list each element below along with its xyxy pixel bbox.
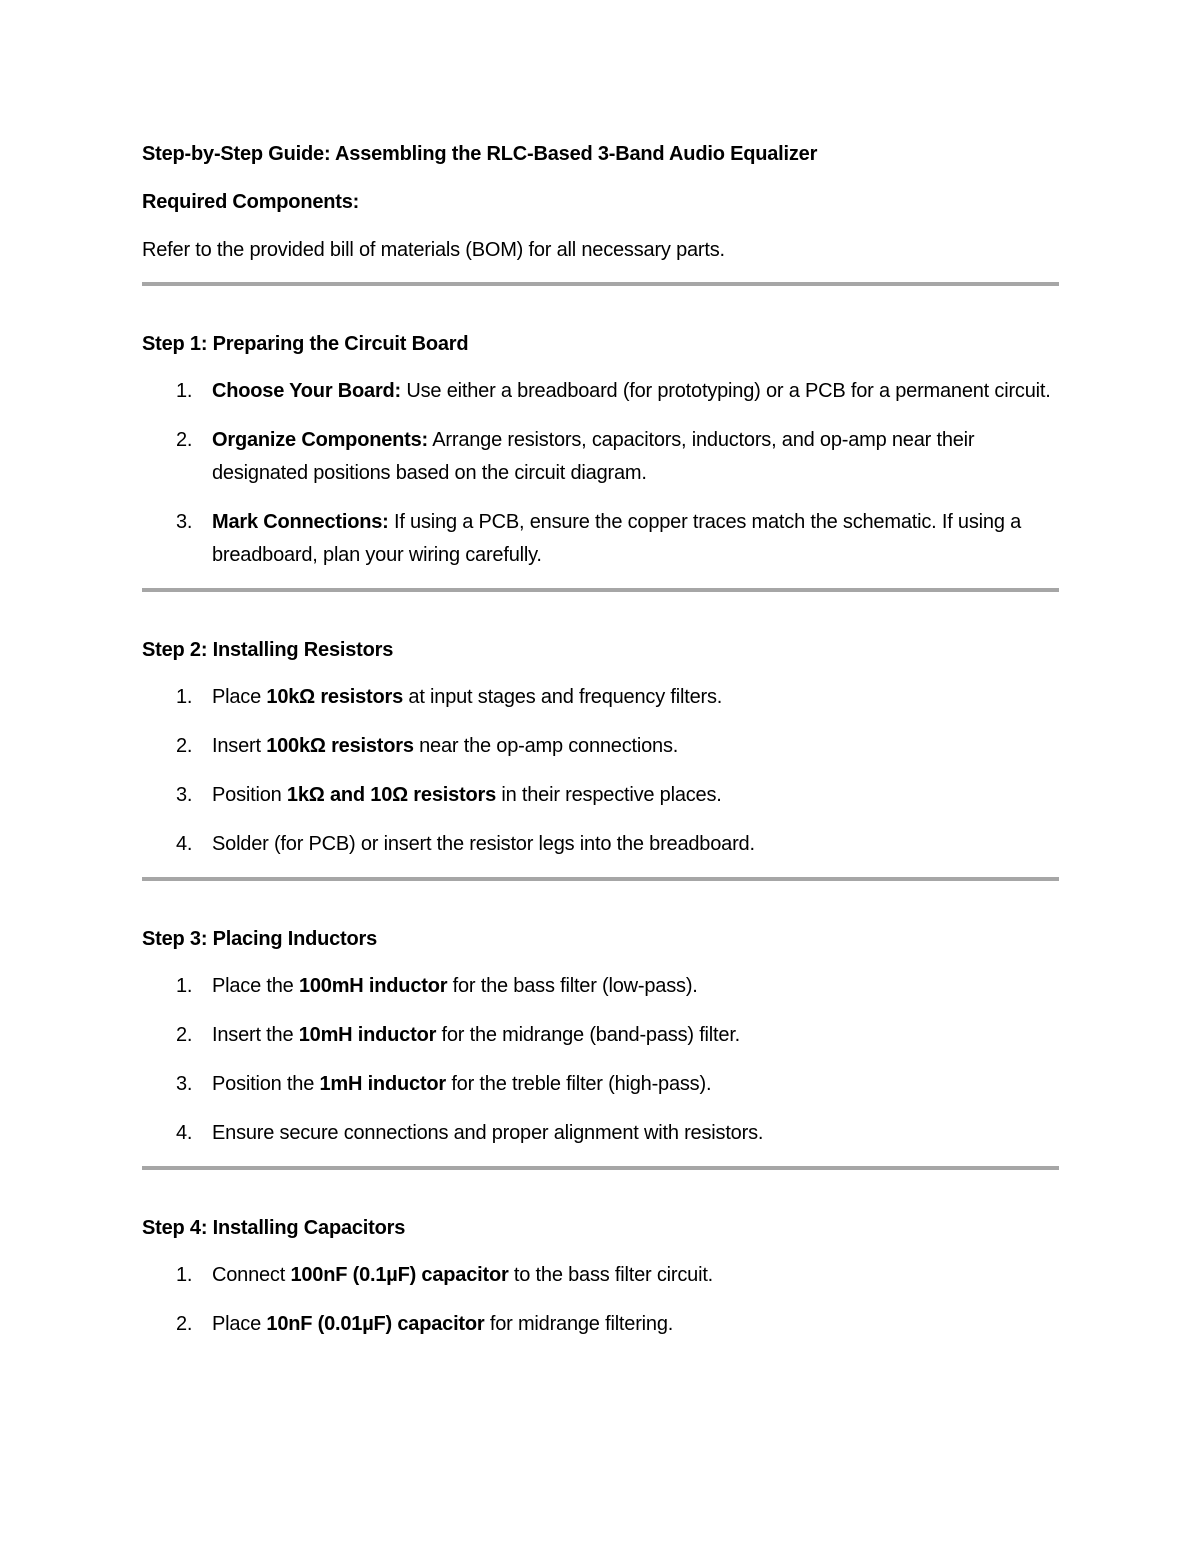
list-number: 3. xyxy=(176,511,193,533)
step-section-4 xyxy=(142,1170,1059,1341)
item-text: for the bass filter (low-pass). xyxy=(447,975,698,997)
item-text: at input stages and frequency filters. xyxy=(403,686,723,708)
item-bold-text: 100kΩ resistors xyxy=(266,735,414,757)
list-number: 2. xyxy=(176,1313,193,1335)
item-text: Place xyxy=(212,686,267,708)
item-text: for the midrange (band-pass) filter. xyxy=(436,1024,741,1046)
list-number: 2. xyxy=(176,429,193,451)
step-section-1 xyxy=(142,286,1059,592)
list-item xyxy=(142,375,1059,408)
step-heading: Step 2: Installing Resistors xyxy=(142,639,394,661)
list-item xyxy=(142,1019,1059,1052)
item-bold-text: 10nF (0.01µF) capacitor xyxy=(266,1313,485,1335)
step-list xyxy=(142,375,1059,572)
list-number: 4. xyxy=(176,1122,193,1144)
item-bold-text: 10kΩ resistors xyxy=(266,686,404,708)
item-text: Solder (for PCB) or insert the resistor legs into the breadboard. xyxy=(212,833,755,855)
list-number: 3. xyxy=(176,784,193,806)
item-text: to the bass filter circuit. xyxy=(508,1264,714,1286)
step-list xyxy=(142,1259,1059,1341)
list-number: 1. xyxy=(176,380,193,402)
list-number: 1. xyxy=(176,1264,193,1286)
item-bold-text: 1mH inductor xyxy=(319,1073,446,1095)
intro-paragraph: Refer to the provided bill of materials (BOM) for all necessary parts. xyxy=(142,239,725,261)
item-bold-text: Mark Connections: xyxy=(212,511,389,533)
list-item xyxy=(142,424,1059,490)
steps-container xyxy=(142,286,1059,1341)
step-heading: Step 4: Installing Capacitors xyxy=(142,1217,406,1239)
item-text: in their respective places. xyxy=(496,784,722,806)
item-text: for midrange filtering. xyxy=(484,1313,674,1335)
step-section-2 xyxy=(142,592,1059,881)
item-text: Position the xyxy=(212,1073,320,1095)
document-page xyxy=(142,138,1059,1357)
item-text: Ensure secure connections and proper alignment with resistors. xyxy=(212,1122,764,1144)
list-item xyxy=(142,1117,1059,1150)
list-item xyxy=(142,779,1059,812)
list-item xyxy=(142,1068,1059,1101)
item-text: Insert the xyxy=(212,1024,299,1046)
item-text: If using a PCB, ensure the copper traces match the schematic. If using a breadboard, plan your wiring carefully. xyxy=(212,511,1022,566)
list-item xyxy=(142,730,1059,763)
list-number: 2. xyxy=(176,735,193,757)
item-text: Connect xyxy=(212,1264,291,1286)
item-text: Place xyxy=(212,1313,267,1335)
item-bold-text: Organize Components: xyxy=(212,429,429,451)
step-heading: Step 1: Preparing the Circuit Board xyxy=(142,333,469,355)
step-section-3 xyxy=(142,881,1059,1170)
list-item xyxy=(142,828,1059,861)
list-item xyxy=(142,970,1059,1003)
item-text: Position xyxy=(212,784,287,806)
item-bold-text: Choose Your Board: xyxy=(212,380,402,402)
step-list xyxy=(142,970,1059,1150)
item-bold-text: 10mH inductor xyxy=(298,1024,437,1046)
step-heading: Step 3: Placing Inductors xyxy=(142,928,378,950)
item-text: Place the xyxy=(212,975,299,997)
item-text: Insert xyxy=(212,735,267,757)
item-text: Arrange resistors, capacitors, inductors, and op-amp near their designated positions based on the circuit diagram. xyxy=(212,429,975,484)
list-number: 2. xyxy=(176,1024,193,1046)
document-title: Step-by-Step Guide: Assembling the RLC-Based 3-Band Audio Equalizer xyxy=(142,143,818,165)
list-number: 3. xyxy=(176,1073,193,1095)
list-item xyxy=(142,1308,1059,1341)
list-item xyxy=(142,1259,1059,1292)
required-components-label: Required Components: xyxy=(142,191,360,213)
item-text: for the treble filter (high-pass). xyxy=(445,1073,712,1095)
list-number: 1. xyxy=(176,975,193,997)
list-number: 4. xyxy=(176,833,193,855)
list-item xyxy=(142,681,1059,714)
item-bold-text: 100mH inductor xyxy=(298,975,448,997)
list-item xyxy=(142,506,1059,572)
list-number: 1. xyxy=(176,686,193,708)
item-text: near the op-amp connections. xyxy=(413,735,679,757)
item-text: Use either a breadboard (for prototyping) or a PCB for a permanent circuit. xyxy=(401,380,1051,402)
item-bold-text: 1kΩ and 10Ω resistors xyxy=(286,784,497,806)
item-bold-text: 100nF (0.1µF) capacitor xyxy=(290,1264,509,1286)
step-list xyxy=(142,681,1059,861)
